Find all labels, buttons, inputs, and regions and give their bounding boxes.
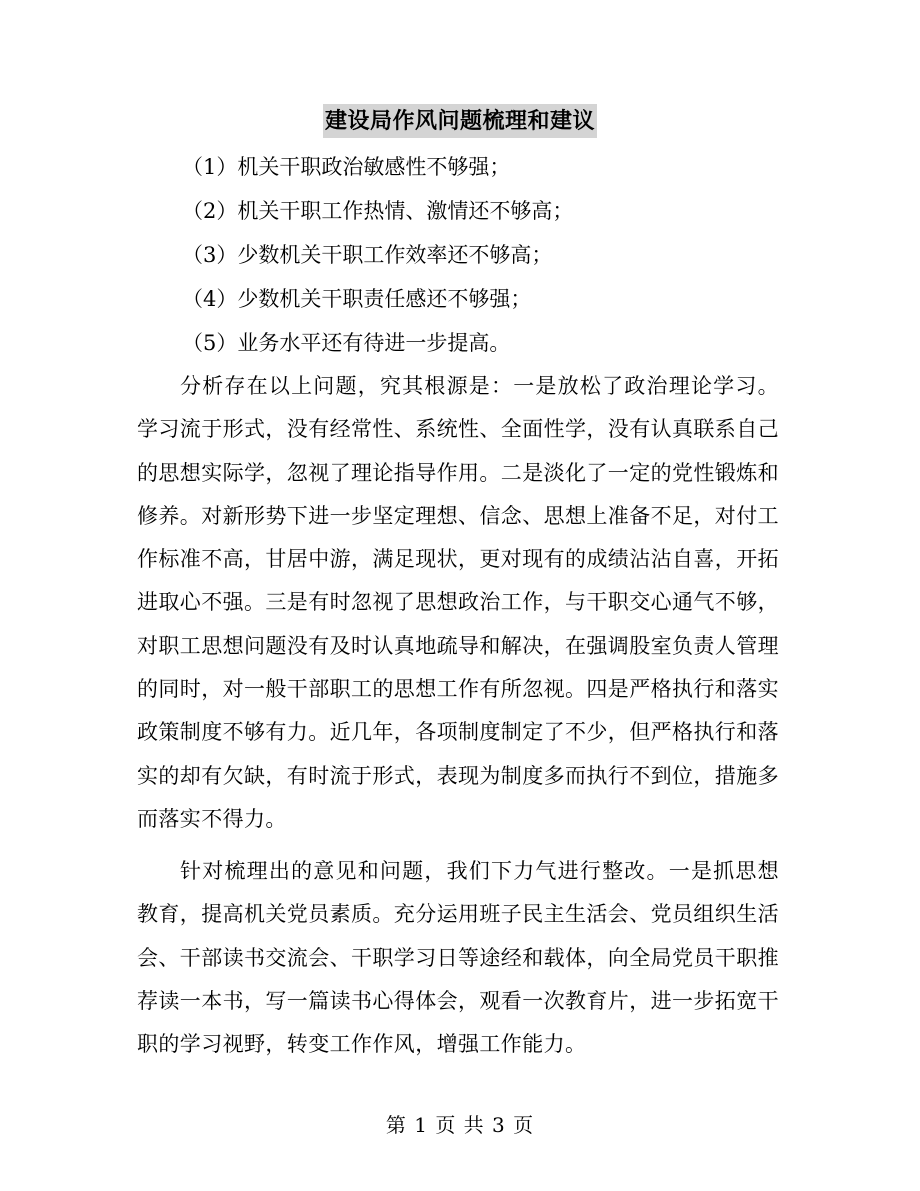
issue-item: （5）业务水平还有待进一步提高。 [182, 331, 511, 355]
document-title[interactable]: 建设局作风问题梳理和建议 [323, 104, 597, 138]
rectification-paragraph: 针对梳理出的意见和问题，我们下力气进行整改。一是抓思想教育，提高机关党员素质。充分运用班子民主生活会、党员组织生活会、干部读书交流会、干职学习日等途经和载体，向全局党员干职推荐读一本书，写一篇读书心得体会，观看一次教育片，进一步拓宽干职的学习视野，转变工作作风，增强工作能力。 [137, 859, 779, 1057]
title-container [0, 104, 920, 138]
issue-item: （3）少数机关干职工作效率还不够高； [182, 243, 553, 267]
issue-item: （2）机关干职工作热情、激情还不够高； [182, 199, 574, 223]
page-footer: 第 1 页 共 3 页 [385, 1113, 535, 1137]
issue-list [182, 150, 782, 370]
analysis-paragraph: 分析存在以上问题，究其根源是：一是放松了政治理论学习。学习流于形式，没有经常性、系统性、全面性学，没有认真联系自己的思想实际学，忽视了理论指导作用。二是淡化了一定的党性锻炼和修养。对新形势下进一步坚定理想、信念、思想上准备不足，对付工作标准不高，甘居中游，满足现状，更对现有的成绩沾沾自喜，开拓进取心不强。三是有时忽视了思想政治工作，与干职交心通气不够，对职工思想问题没有及时认真地疏导和解决，在强调股室负责人管理的同时，对一般干部职工的思想工作有所忽视。四是严格执行和落实政策制度不够有力。近几年，各项制度制定了不少，但严格执行和落实的却有欠缺，有时流于形式，表现为制度多而执行不到位，措施多而落实不得力。 [137, 374, 779, 831]
issue-item: （1）机关干职政治敏感性不够强； [182, 155, 511, 179]
issue-item: （4）少数机关干职责任感还不够强； [182, 287, 532, 311]
